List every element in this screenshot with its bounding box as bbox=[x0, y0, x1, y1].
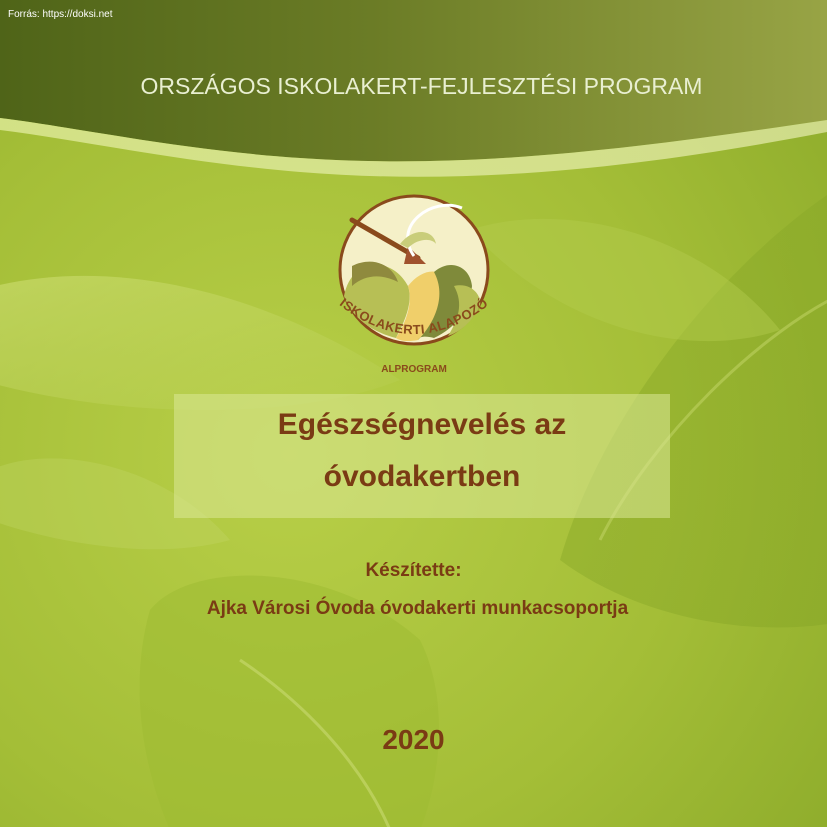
logo-sub-text: ALPROGRAM bbox=[381, 364, 447, 375]
program-logo bbox=[322, 186, 506, 380]
document-title-line-1: Egészségnevelés az bbox=[277, 408, 567, 441]
year: 2020 bbox=[382, 724, 445, 755]
author: Ajka Városi Óvoda óvodakerti munkacsoportja bbox=[206, 598, 629, 619]
document-title-line-2: óvodakertben bbox=[323, 460, 521, 493]
made-by-label: Készítette: bbox=[365, 560, 462, 581]
logo-arc-text: ISKOLAKERTI ALAPOZÓ bbox=[337, 295, 491, 338]
source-note: Forrás: https://doksi.net bbox=[8, 9, 113, 20]
program-title: ORSZÁGOS ISKOLAKERT-FEJLESZTÉSI PROGRAM bbox=[140, 73, 703, 99]
